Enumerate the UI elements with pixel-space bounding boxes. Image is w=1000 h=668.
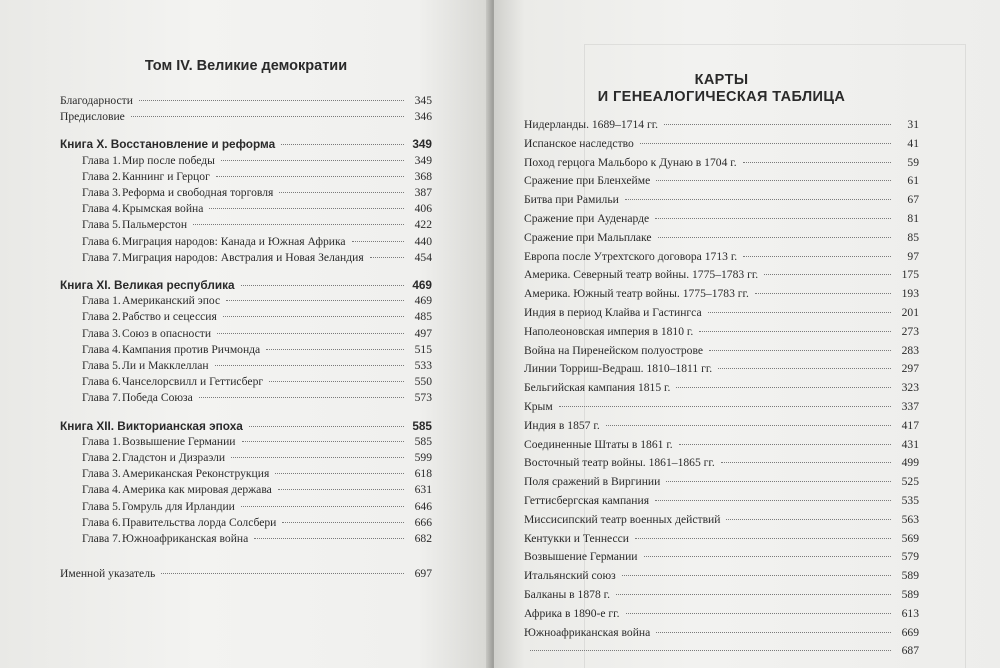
entry-label: Рабство и сецессия bbox=[122, 310, 217, 324]
dot-leader bbox=[370, 257, 404, 258]
map-row bbox=[524, 344, 919, 360]
dot-leader bbox=[655, 500, 891, 501]
maps-title-line1: КАРТЫ bbox=[694, 72, 749, 88]
index-row bbox=[60, 567, 432, 583]
chapter-row bbox=[60, 375, 432, 391]
entry-label: Гомруль для Ирландии bbox=[122, 499, 235, 513]
dot-leader bbox=[743, 162, 891, 163]
dot-leader bbox=[656, 632, 891, 633]
chapter-number: Глава 2. bbox=[82, 169, 121, 183]
entry-label: Пальмерстон bbox=[122, 218, 188, 232]
dot-leader bbox=[676, 387, 891, 388]
map-row bbox=[524, 438, 919, 454]
chapter-number: Глава 7. bbox=[82, 250, 121, 264]
dot-leader bbox=[209, 208, 404, 209]
dot-leader bbox=[721, 462, 891, 463]
entry-label: Южноафриканская война bbox=[524, 625, 651, 639]
page-number: 666 bbox=[414, 515, 432, 529]
page-number: 469 bbox=[414, 294, 432, 308]
chapter-row bbox=[60, 359, 432, 375]
map-row bbox=[524, 268, 919, 284]
page-number: 515 bbox=[414, 342, 432, 356]
entry-label: Мир после победы bbox=[122, 153, 215, 167]
page-number: 201 bbox=[901, 306, 919, 319]
entry-label: Победа Союза bbox=[122, 391, 193, 405]
dot-leader bbox=[666, 481, 891, 482]
entry-label: Война на Пиренейском полуострове bbox=[524, 343, 704, 357]
entry-label: Американская Реконструкция bbox=[122, 467, 270, 481]
entry-label: Поход герцога Мальборо к Дунаю в 1704 г. bbox=[524, 155, 737, 169]
entry-label: Соединенные Штаты в 1861 г. bbox=[524, 437, 673, 451]
dot-leader bbox=[530, 650, 891, 651]
page-number: 618 bbox=[414, 467, 432, 481]
page-number: 41 bbox=[907, 136, 919, 150]
dot-leader bbox=[161, 573, 404, 574]
entry-label: Бельгийская кампания 1815 г. bbox=[524, 381, 671, 395]
map-row bbox=[524, 250, 919, 266]
map-row bbox=[524, 532, 919, 548]
dot-leader bbox=[215, 365, 404, 366]
dot-leader bbox=[193, 224, 404, 225]
entry-label: Реформа и свободная торговля bbox=[122, 186, 274, 199]
dot-leader bbox=[658, 237, 892, 238]
dot-leader bbox=[559, 406, 891, 407]
page-number: 368 bbox=[414, 169, 432, 183]
chapter-number: Глава 4. bbox=[82, 202, 121, 216]
entry-label: Балканы в 1878 г. bbox=[524, 588, 610, 601]
page-number: 431 bbox=[901, 437, 919, 451]
front-matter-row bbox=[60, 94, 432, 110]
page-number: 59 bbox=[907, 155, 919, 169]
dot-leader bbox=[282, 522, 404, 523]
entry-label: Правительства лорда Солсбери bbox=[122, 515, 277, 529]
entry-label: Европа после Утрехтского договора 1713 г. bbox=[524, 249, 738, 263]
dot-leader bbox=[249, 426, 404, 427]
map-row bbox=[524, 569, 919, 585]
chapter-number: Глава 1. bbox=[82, 434, 121, 448]
page-number: 485 bbox=[414, 310, 432, 324]
chapter-row bbox=[60, 451, 432, 467]
chapter-row bbox=[60, 186, 432, 202]
chapter-number: Глава 6. bbox=[82, 234, 121, 248]
map-row bbox=[524, 193, 919, 209]
map-row bbox=[524, 550, 919, 566]
page-number: 631 bbox=[414, 483, 432, 497]
chapter-number: Глава 7. bbox=[82, 532, 121, 545]
page-number: 273 bbox=[901, 324, 919, 338]
map-row bbox=[524, 475, 919, 491]
front-matter-row bbox=[60, 110, 432, 126]
map-row bbox=[524, 212, 919, 228]
dot-leader bbox=[216, 176, 404, 177]
entry-label: Итальянский союз bbox=[524, 569, 616, 583]
page-number: 569 bbox=[901, 531, 919, 545]
page-number: 585 bbox=[412, 418, 432, 433]
page-number: 469 bbox=[412, 278, 432, 292]
map-row bbox=[524, 306, 919, 322]
page-number: 283 bbox=[901, 343, 919, 357]
chapter-number: Глава 1. bbox=[82, 153, 121, 167]
entry-label: Крым bbox=[524, 400, 553, 413]
page-number: 61 bbox=[907, 174, 919, 188]
chapter-row bbox=[60, 251, 432, 267]
entry-label: Чанселорсвилл и Геттисберг bbox=[122, 375, 264, 389]
dot-leader bbox=[626, 613, 891, 614]
chapter-number: Глава 5. bbox=[82, 218, 121, 232]
dot-leader bbox=[241, 285, 404, 286]
entry-label: Гладстон и Дизраэли bbox=[122, 451, 226, 464]
dot-leader bbox=[640, 143, 891, 144]
entry-label: Миграция народов: Австралия и Новая Зеландия bbox=[122, 250, 364, 264]
dot-leader bbox=[664, 124, 891, 125]
chapter-number: Глава 7. bbox=[82, 391, 121, 405]
dot-leader bbox=[726, 519, 891, 520]
dot-leader bbox=[269, 381, 404, 382]
chapter-row bbox=[60, 170, 432, 186]
map-row bbox=[524, 626, 919, 642]
map-row bbox=[524, 325, 919, 341]
page-number: 417 bbox=[901, 418, 919, 432]
chapter-row bbox=[60, 310, 432, 326]
entry-label: Восточный театр войны. 1861–1865 гг. bbox=[524, 456, 715, 470]
dot-leader bbox=[221, 160, 404, 161]
dot-leader bbox=[625, 199, 891, 200]
entry-label: Нидерланды. 1689–1714 гг. bbox=[524, 118, 659, 131]
chapter-number: Глава 3. bbox=[82, 186, 121, 199]
chapter-number: Глава 4. bbox=[82, 342, 121, 356]
dot-leader bbox=[266, 349, 404, 350]
entry-label: Возвышение Германии bbox=[122, 434, 236, 448]
chapter-row bbox=[60, 516, 432, 532]
entry-label: Геттисбергская кампания bbox=[524, 494, 650, 507]
book-heading-row bbox=[60, 278, 432, 294]
entry-label: Сражение при Ауденарде bbox=[524, 212, 650, 225]
chapter-row bbox=[60, 154, 432, 170]
book-heading-row bbox=[60, 137, 432, 153]
dot-leader bbox=[281, 144, 404, 145]
map-row bbox=[524, 607, 919, 623]
page-number: 406 bbox=[414, 202, 432, 216]
page-number: 573 bbox=[414, 391, 432, 405]
chapter-row bbox=[60, 467, 432, 483]
dot-leader bbox=[199, 397, 404, 398]
page-number: 687 bbox=[901, 644, 919, 658]
dot-leader bbox=[699, 331, 891, 332]
entry-label: Каннинг и Герцог bbox=[122, 169, 210, 183]
dot-leader bbox=[644, 556, 891, 557]
chapter-row bbox=[60, 235, 432, 251]
page-number: 585 bbox=[414, 434, 432, 448]
chapter-number: Глава 5. bbox=[82, 499, 121, 513]
dot-leader bbox=[131, 116, 404, 117]
chapter-row bbox=[60, 202, 432, 218]
page-number: 337 bbox=[901, 400, 919, 413]
entry-label: Испанское наследство bbox=[524, 136, 634, 150]
page-number: 387 bbox=[414, 186, 432, 199]
page-number: 67 bbox=[907, 193, 919, 207]
page-number: 499 bbox=[901, 456, 919, 470]
right-page bbox=[494, 0, 1000, 668]
map-row bbox=[524, 118, 919, 134]
page-number: 193 bbox=[901, 287, 919, 301]
chapter-number: Глава 4. bbox=[82, 483, 121, 497]
entry-label: Битва при Рамильи bbox=[524, 193, 619, 207]
page-number: 345 bbox=[414, 94, 432, 107]
dot-leader bbox=[743, 256, 891, 257]
dot-leader bbox=[217, 333, 404, 334]
entry-label: Американский эпос bbox=[122, 294, 221, 308]
dot-leader bbox=[139, 100, 404, 101]
map-row bbox=[524, 231, 919, 247]
chapter-number: Глава 3. bbox=[82, 326, 121, 340]
entry-label: Союз в опасности bbox=[122, 326, 212, 340]
entry-label: Африка в 1890-е гг. bbox=[524, 606, 620, 620]
page-number: 175 bbox=[901, 268, 919, 282]
chapter-number: Глава 1. bbox=[82, 294, 121, 308]
chapter-row bbox=[60, 327, 432, 343]
page-number: 550 bbox=[414, 375, 432, 389]
entry-label: Возвышение Германии bbox=[524, 550, 638, 564]
page-number: 346 bbox=[414, 110, 432, 124]
entry-label: Южноафриканская война bbox=[122, 532, 249, 545]
chapter-row bbox=[60, 294, 432, 310]
page-number: 669 bbox=[901, 625, 919, 639]
entry-label: Сражение при Мальплаке bbox=[524, 230, 652, 244]
entry-label: Америка как мировая держава bbox=[122, 483, 272, 497]
dot-leader bbox=[679, 444, 891, 445]
page-number: 440 bbox=[414, 234, 432, 248]
map-row bbox=[524, 419, 919, 435]
map-row bbox=[524, 400, 919, 416]
dot-leader bbox=[223, 316, 404, 317]
dot-leader bbox=[242, 441, 404, 442]
dot-leader bbox=[275, 473, 404, 474]
page-number: 599 bbox=[414, 451, 432, 464]
entry-label: Миссисипский театр военных действий bbox=[524, 512, 721, 526]
entry-label: Линии Торриш-Ведраш. 1810–1811 гг. bbox=[524, 362, 713, 376]
entry-label: Ли и Макклеллан bbox=[122, 359, 209, 372]
dot-leader bbox=[352, 241, 404, 242]
page-number: 323 bbox=[901, 381, 919, 395]
chapter-row bbox=[60, 218, 432, 234]
chapter-row bbox=[60, 532, 432, 548]
page-number: 535 bbox=[901, 494, 919, 507]
page-number: 682 bbox=[414, 532, 432, 545]
entry-label: Предисловие bbox=[60, 110, 125, 124]
dot-leader bbox=[622, 575, 891, 576]
dot-leader bbox=[278, 489, 404, 490]
dot-leader bbox=[616, 594, 891, 595]
page-number: 31 bbox=[907, 118, 919, 131]
page-number: 589 bbox=[901, 588, 919, 601]
dot-leader bbox=[231, 457, 404, 458]
dot-leader bbox=[708, 312, 891, 313]
entry-label: Книга XI. Великая республика bbox=[60, 278, 235, 292]
entry-label: Сражение при Бленхейме bbox=[524, 174, 651, 188]
entry-label: Америка. Северный театр войны. 1775–1783 гг. bbox=[524, 268, 759, 282]
entry-label: Крымская война bbox=[122, 202, 204, 216]
page-number: 563 bbox=[901, 512, 919, 526]
map-row bbox=[524, 644, 919, 660]
entry-label: Миграция народов: Канада и Южная Африка bbox=[122, 234, 346, 248]
dot-leader bbox=[656, 180, 891, 181]
dot-leader bbox=[709, 350, 891, 351]
maps-title-line2: И ГЕНЕАЛОГИЧЕСКАЯ ТАБЛИЦА bbox=[597, 89, 846, 105]
page-number: 97 bbox=[907, 249, 919, 263]
book-heading-row bbox=[60, 419, 432, 435]
page-number: 525 bbox=[901, 475, 919, 489]
chapter-number: Глава 5. bbox=[82, 359, 121, 372]
map-row bbox=[524, 513, 919, 529]
map-row bbox=[524, 174, 919, 190]
volume-title: Том IV. Великие демократии bbox=[144, 58, 348, 74]
dot-leader bbox=[718, 368, 891, 369]
entry-label: Книга X. Восстановление и реформа bbox=[60, 137, 276, 152]
chapter-number: Глава 2. bbox=[82, 451, 121, 464]
entry-label: Благодарности bbox=[60, 94, 133, 107]
chapter-row bbox=[60, 483, 432, 499]
entry-label: Книга XII. Викторианская эпоха bbox=[60, 418, 243, 433]
dot-leader bbox=[606, 425, 891, 426]
entry-label: Наполеоновская империя в 1810 г. bbox=[524, 324, 694, 338]
dot-leader bbox=[755, 293, 891, 294]
page-number: 349 bbox=[414, 153, 432, 167]
page-number: 85 bbox=[907, 230, 919, 244]
entry-label: Кентукки и Теннесси bbox=[524, 531, 629, 545]
map-row bbox=[524, 287, 919, 303]
chapter-row bbox=[60, 435, 432, 451]
chapter-number: Глава 6. bbox=[82, 515, 121, 529]
page-number: 589 bbox=[901, 569, 919, 583]
page-number: 646 bbox=[414, 499, 432, 513]
map-row bbox=[524, 588, 919, 604]
page-number: 422 bbox=[414, 218, 432, 232]
dot-leader bbox=[254, 538, 404, 539]
entry-label: Америка. Южный театр войны. 1775–1783 гг. bbox=[524, 287, 749, 301]
page-number: 579 bbox=[901, 550, 919, 564]
dot-leader bbox=[226, 300, 404, 301]
chapter-number: Глава 6. bbox=[82, 375, 121, 389]
dot-leader bbox=[635, 538, 891, 539]
entry-label: Индия в 1857 г. bbox=[524, 418, 600, 432]
map-row bbox=[524, 456, 919, 472]
dot-leader bbox=[241, 506, 404, 507]
left-page bbox=[0, 0, 492, 668]
page-number: 613 bbox=[901, 606, 919, 620]
page-number: 697 bbox=[414, 567, 432, 581]
page-number: 349 bbox=[412, 137, 432, 152]
map-row bbox=[524, 137, 919, 153]
chapter-number: Глава 2. bbox=[82, 310, 121, 324]
page-number: 297 bbox=[901, 362, 919, 376]
page-number: 533 bbox=[414, 359, 432, 372]
entry-label: Поля сражений в Виргинии bbox=[524, 475, 661, 489]
dot-leader bbox=[279, 192, 404, 193]
chapter-row bbox=[60, 343, 432, 359]
dot-leader bbox=[655, 218, 891, 219]
chapter-row bbox=[60, 500, 432, 516]
page-number: 454 bbox=[414, 250, 432, 264]
map-row bbox=[524, 362, 919, 378]
page-number: 497 bbox=[414, 326, 432, 340]
dot-leader bbox=[764, 274, 891, 275]
chapter-number: Глава 3. bbox=[82, 467, 121, 481]
map-row bbox=[524, 156, 919, 172]
entry-label: Индия в период Клайва и Гастингса bbox=[524, 306, 702, 319]
chapter-row bbox=[60, 391, 432, 407]
map-row bbox=[524, 381, 919, 397]
page-number: 81 bbox=[907, 212, 919, 225]
entry-label: Именной указатель bbox=[60, 567, 156, 581]
map-row bbox=[524, 494, 919, 510]
entry-label: Кампания против Ричмонда bbox=[122, 342, 261, 356]
